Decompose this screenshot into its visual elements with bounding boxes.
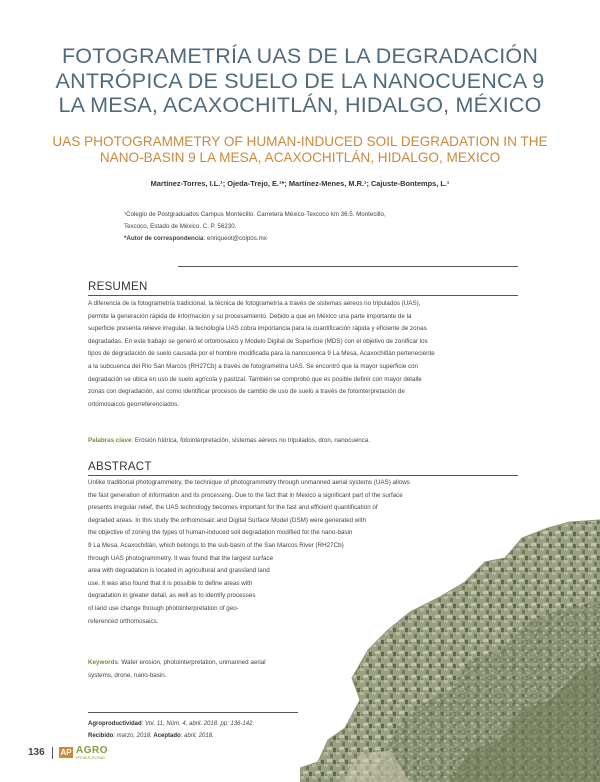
journal-logo-mark: AP xyxy=(60,748,72,757)
accepted-label: Aceptado xyxy=(153,733,181,739)
abstract-line: of land use change through photointerpretation of geo- xyxy=(88,604,239,612)
palabras-clave-label: Palabras clave xyxy=(88,437,132,444)
resumen-line: ortomosaicos georreferenciados. xyxy=(88,400,180,408)
keywords-line xyxy=(88,657,266,670)
resumen-line: a la subcuenca del Río San Marcos (RH27Cb) a través de fotogrametría UAS. Se encontró que la mayor superficie con xyxy=(88,362,419,370)
affiliation-block xyxy=(124,209,484,245)
publication-info xyxy=(88,718,254,742)
abstract-line: degraded areas. In this study the orthomosaic and Digital Surface Model (DSM) were generated with xyxy=(88,516,366,524)
abstract-line: area with degradation is located in agricultural and grassland land xyxy=(88,567,270,575)
title-english-line: UAS PHOTOGRAMMETRY OF HUMAN-INDUCED SOIL DEGRADATION IN THE xyxy=(52,134,548,149)
abstract-body xyxy=(88,477,410,628)
journal-value: : Vol. 11, Núm. 4, abril. 2018. pp: 136-142. xyxy=(141,721,255,727)
journal-label: Agroproductividad xyxy=(88,721,142,727)
keywords-label: Keywords xyxy=(88,659,118,666)
resumen-line: superficie presenta relieve irregular, la tecnología UAS cobra importancia para la cuantificación rápida y eficiente de zonas xyxy=(88,325,427,333)
journal-logo-subtext: PRODUCTIVIDAD xyxy=(76,756,105,760)
authors: Martínez-Torres, I.L.¹; Ojeda-Trejo, E.¹*; Martínez-Menes, M.R.¹; Cajuste-Bontemps, L.¹ xyxy=(150,179,450,188)
abstract-line: 9 La Mesa, Acaxochitlán, which belongs to the sub-basin of the San Marcos River (RH27Cb) xyxy=(88,541,344,549)
resumen-line: permite la generación rápida de información y su procesamiento. Debido a que en México una parte importante de la xyxy=(88,312,412,320)
resumen-line: degradación se ubica en uso de suelo agrícola y pastizal. También se comprobó que es posible definir con mayor detalle xyxy=(88,375,422,383)
keywords-line: systems, drone, nano-basin. xyxy=(88,671,167,679)
abstract-line: presents irregular relief, the UAS technology becomes important for the fast and efficient quantification of xyxy=(88,504,378,512)
abstract-line: through UAS photogrammetry. It was found that the largest surface xyxy=(88,554,274,562)
divider xyxy=(52,747,53,759)
title-english-line: NANO-BASIN 9 LA MESA, ACAXOCHITLÁN, HIDALGO, MEXICO xyxy=(99,149,501,165)
abstract-heading: ABSTRACT xyxy=(88,461,152,473)
palabras-clave xyxy=(88,437,370,444)
correspondence-email[interactable]: : enriqueot@colpos.mx xyxy=(203,235,267,242)
correspondence xyxy=(124,233,484,245)
abstract-line: degradation in greater detail, as well as to identify processes xyxy=(88,592,256,600)
abstract-line: the objective of zoning the types of human-induced soil degradation modified for the nano-basin xyxy=(88,529,353,537)
divider xyxy=(88,712,298,713)
journal-logo-text: AGRO xyxy=(76,745,108,756)
keywords xyxy=(88,657,266,682)
title-spanish-line: LA MESA, ACAXOCHITLÁN, HIDALGO, MÉXICO xyxy=(58,93,542,117)
page-number: 136 xyxy=(28,747,45,758)
title-english xyxy=(0,134,600,165)
keywords-value: : Water erosion, photointerpretation, unmanned aerial xyxy=(117,659,266,666)
divider xyxy=(178,266,518,267)
abstract-line: Unlike traditional photogrammetry, the technique of photogrammetry through unmanned aerial systems (UAS) allows xyxy=(88,479,410,486)
divider xyxy=(88,475,518,476)
title-spanish xyxy=(0,44,600,118)
resumen-line: zonas con degradación, así como identificar procesos de cambio de uso de suelo a través de fotointerpretación de xyxy=(88,388,405,396)
dates xyxy=(88,730,254,742)
abstract-line: referenced orthomosaics. xyxy=(88,617,159,625)
resumen-line: tipos de degradación de suelo causada por el hombre modificada para la nanocuenca 9 La Mesa, Acaxochitlán perteneciente xyxy=(88,350,435,358)
resumen-heading: RESUMEN xyxy=(88,281,148,293)
resumen-body xyxy=(88,298,518,411)
correspondence-label: *Autor de correspondencia xyxy=(124,235,204,242)
abstract-line: the fast generation of information and its processing. Due to the fact that in Mexico a significant part of the surface xyxy=(88,491,403,499)
accepted-value: : abril, 2018. xyxy=(180,733,214,739)
abstract-line: use. It was also found that it is possible to define areas with xyxy=(88,579,253,587)
palabras-clave-value: : Erosión hídrica, fotointerpretación, sistemas aéreos no tripulados, dron, nanocuenca. xyxy=(131,437,371,444)
title-spanish-line: ANTRÓPICA DE SUELO DE LA NANOCUENCA 9 xyxy=(55,68,545,93)
resumen-line: A diferencia de la fotogrametría tradicional, la técnica de fotogrametría a través de sistemas aéreos no tripulados (UAS), xyxy=(88,300,421,307)
title-spanish-line: FOTOGRAMETRÍA UAS DE LA DEGRADACIÓN xyxy=(61,44,539,68)
divider xyxy=(88,295,518,296)
received-value: : marzo, 2018. xyxy=(113,733,154,739)
received-label: Recibido xyxy=(88,733,114,739)
resumen-line: degradadas. En este trabajo se generó el ortomosaico y Modelo Digital de Superficie (MDS) con el objetivo de zonificar los xyxy=(88,337,428,345)
affiliation-line: ¹Colegio de Postgraduados Campus Montecillo. Carretera México-Texcoco km 36.5. Montecillo, xyxy=(124,211,386,218)
affiliation-line: Texcoco, Estado de México. C. P. 56230. xyxy=(124,223,237,230)
journal-citation xyxy=(88,718,254,730)
